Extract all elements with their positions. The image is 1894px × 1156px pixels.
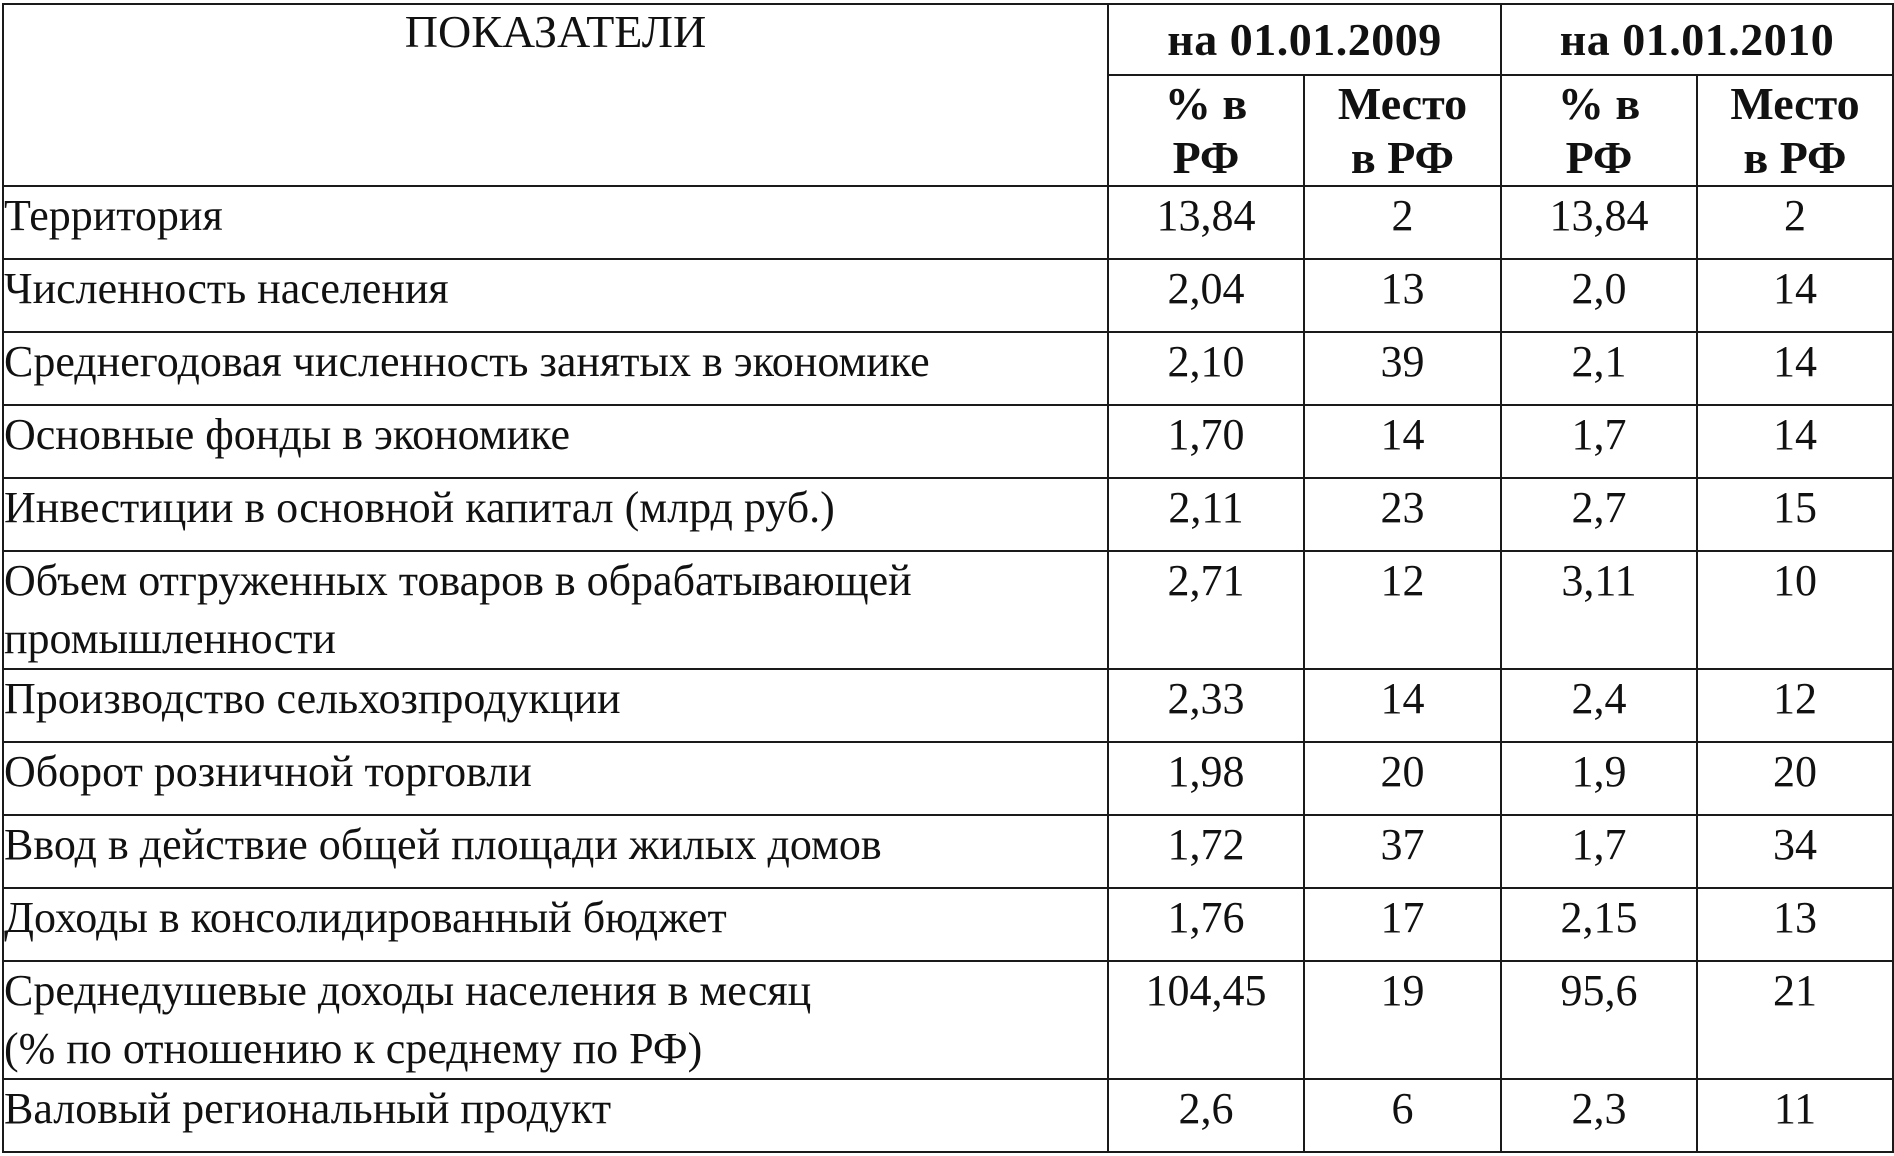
rank-2009-cell: 13 — [1304, 259, 1501, 332]
share-2009-cell: 2,6 — [1108, 1079, 1304, 1152]
share-2009-cell: 1,76 — [1108, 888, 1304, 961]
share-2009-cell: 1,98 — [1108, 742, 1304, 815]
table-row — [3, 259, 1893, 332]
rank-2009-cell: 20 — [1304, 742, 1501, 815]
indicator-name: Среднегодовая численность занятых в экономике — [3, 332, 1108, 405]
rank-2010-cell: 2 — [1697, 186, 1893, 259]
indicator-name: Ввод в действие общей площади жилых домов — [3, 815, 1108, 888]
share-label-line1: % в — [1557, 77, 1641, 129]
share-2009-cell: 2,33 — [1108, 669, 1304, 742]
share-2010-cell: 2,4 — [1501, 669, 1697, 742]
table-row — [3, 186, 1893, 259]
rank-2010-cell: 12 — [1697, 669, 1893, 742]
rank-2010-cell: 10 — [1697, 551, 1893, 669]
indicator-name: Объем отгруженных товаров в обрабатывающей промышленности — [3, 551, 1108, 669]
rank-2009-cell: 23 — [1304, 478, 1501, 551]
table-row — [3, 815, 1893, 888]
share-2010-cell: 1,7 — [1501, 405, 1697, 478]
rank-2009-cell: 12 — [1304, 551, 1501, 669]
indicator-name: Основные фонды в экономике — [3, 405, 1108, 478]
rank-2010-cell: 14 — [1697, 259, 1893, 332]
rank-2009-cell: 17 — [1304, 888, 1501, 961]
table-row — [3, 478, 1893, 551]
share-2010-cell: 2,3 — [1501, 1079, 1697, 1152]
indicator-name: Производство сельхозпродукции — [3, 669, 1108, 742]
share-2009-cell: 2,04 — [1108, 259, 1304, 332]
rank-2009-cell: 14 — [1304, 669, 1501, 742]
share-label-line2: РФ — [1565, 131, 1633, 183]
rank-2009-header — [1304, 75, 1501, 186]
table-row — [3, 551, 1893, 669]
indicator-name: Доходы в консолидированный бюджет — [3, 888, 1108, 961]
rank-label-line2: в РФ — [1743, 131, 1847, 183]
rank-2009-cell: 19 — [1304, 961, 1501, 1079]
indicator-name: Валовый региональный продукт — [3, 1079, 1108, 1152]
rank-2009-cell: 2 — [1304, 186, 1501, 259]
share-2010-cell: 2,0 — [1501, 259, 1697, 332]
rank-2009-cell: 37 — [1304, 815, 1501, 888]
share-2009-cell: 2,71 — [1108, 551, 1304, 669]
share-2010-cell: 2,7 — [1501, 478, 1697, 551]
table-row — [3, 405, 1893, 478]
rank-2010-header — [1697, 75, 1893, 186]
table-row — [3, 332, 1893, 405]
share-2010-cell: 3,11 — [1501, 551, 1697, 669]
share-2010-cell: 2,15 — [1501, 888, 1697, 961]
rank-label-line1: Место — [1337, 77, 1468, 129]
indicator-name: Численность населения — [3, 259, 1108, 332]
table-row — [3, 669, 1893, 742]
rank-2010-cell: 15 — [1697, 478, 1893, 551]
rank-2010-cell: 13 — [1697, 888, 1893, 961]
table-row — [3, 1079, 1893, 1152]
share-2009-cell: 2,10 — [1108, 332, 1304, 405]
share-2010-cell: 1,7 — [1501, 815, 1697, 888]
share-2010-header — [1501, 75, 1697, 186]
indicator-name: Территория — [3, 186, 1108, 259]
table-row — [3, 888, 1893, 961]
table-row — [3, 742, 1893, 815]
period-2009-header: на 01.01.2009 — [1108, 4, 1501, 75]
rank-2009-cell: 6 — [1304, 1079, 1501, 1152]
share-2010-cell: 13,84 — [1501, 186, 1697, 259]
period-2010-header: на 01.01.2010 — [1501, 4, 1893, 75]
rank-2010-cell: 21 — [1697, 961, 1893, 1079]
rank-2009-cell: 14 — [1304, 405, 1501, 478]
share-2010-cell: 2,1 — [1501, 332, 1697, 405]
rank-2010-cell: 20 — [1697, 742, 1893, 815]
share-2009-cell: 13,84 — [1108, 186, 1304, 259]
share-2010-cell: 95,6 — [1501, 961, 1697, 1079]
indicator-name: Инвестиции в основной капитал (млрд руб.) — [3, 478, 1108, 551]
share-2009-cell: 2,11 — [1108, 478, 1304, 551]
indicator-name: Среднедушевые доходы населения в месяц (% по отношению к среднему по РФ) — [3, 961, 1108, 1079]
rank-2010-cell: 34 — [1697, 815, 1893, 888]
share-2009-header — [1108, 75, 1304, 186]
share-2009-cell: 104,45 — [1108, 961, 1304, 1079]
indicators-table — [2, 3, 1894, 1153]
rank-2010-cell: 14 — [1697, 405, 1893, 478]
table-row — [3, 961, 1893, 1079]
indicators-header: ПОКАЗАТЕЛИ — [3, 4, 1108, 186]
rank-2010-cell: 11 — [1697, 1079, 1893, 1152]
rank-2010-cell: 14 — [1697, 332, 1893, 405]
share-2010-cell: 1,9 — [1501, 742, 1697, 815]
rank-label-line1: Место — [1730, 77, 1860, 129]
share-label-line1: % в — [1164, 77, 1248, 129]
rank-label-line2: в РФ — [1350, 131, 1455, 183]
rank-2009-cell: 39 — [1304, 332, 1501, 405]
share-2009-cell: 1,72 — [1108, 815, 1304, 888]
share-2009-cell: 1,70 — [1108, 405, 1304, 478]
share-label-line2: РФ — [1172, 131, 1240, 183]
indicator-name: Оборот розничной торговли — [3, 742, 1108, 815]
